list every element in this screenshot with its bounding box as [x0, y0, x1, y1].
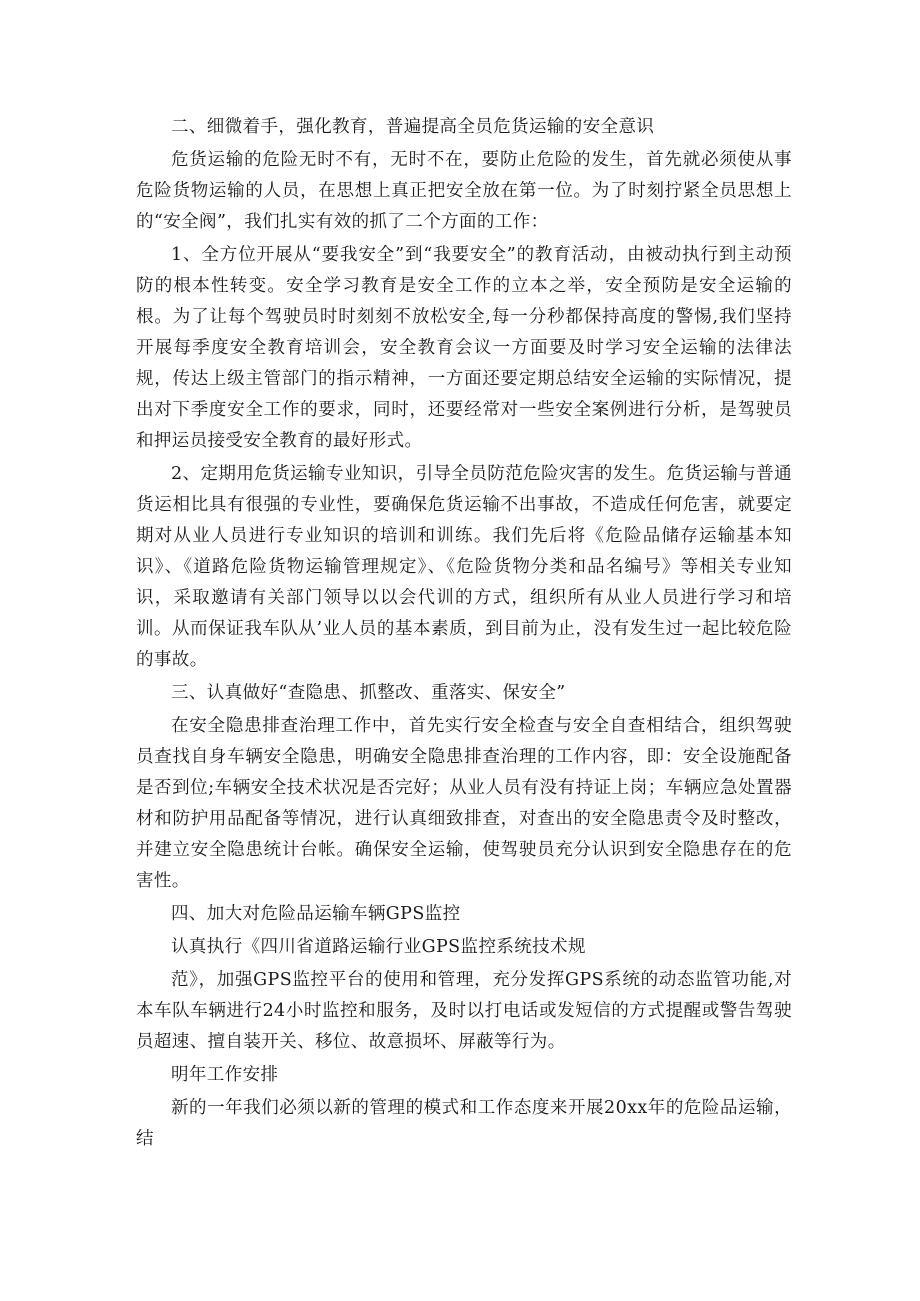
body-paragraph: 新的一年我们必须以新的管理的模式和工作态度来开展20xx年的危险品运输，结	[136, 1098, 792, 1149]
document-page	[136, 112, 792, 1155]
body-line: 认真执行《四川省道路运输行业GPS监控系统技术规	[171, 937, 586, 957]
body-paragraph: 1、全方位开展从“要我安全”到“我要安全”的教育活动，由被动执行到主动预防的根本性转变。安全学习教育是安全工作的立本之举，安全预防是安全运输的根。为了让每个驾驶员时时刻刻不放松安全,每一分秒都保持高度的警惕,我们坚持开展每季度安全教育培训会，安全教育会议一方面要及时学习安全运输的法律法规，传达上级主管部门的指示精神，一方面还要定期总结安全运输的实际情况，提出对下季度安全工作的要求，同时，还要经常对一些安全案例进行分析，是驾驶员和押运员接受安全教育的最好形式。	[136, 245, 792, 451]
section-heading-3: 三、认真做好“查隐患、抓整改、重落实、保安全”	[171, 683, 566, 703]
body-paragraph: 危货运输的危险无时不有，无时不在，要防止危险的发生，首先就必须使从事危险货物运输的人员，在思想上真正把安全放在第一位。为了时刻拧紧全员思想上的“安全阀”，我们扎实有效的抓了二个方面的工作：	[136, 150, 792, 232]
section-heading-4: 四、加大对危险品运输车辆GPS监控	[171, 904, 461, 924]
section-heading-5: 明年工作安排	[171, 1065, 279, 1085]
section-heading-2: 二、细微着手，强化教育，普遍提高全员危货运输的安全意识	[171, 117, 655, 137]
body-paragraph: 在安全隐患排查治理工作中，首先实行安全检查与安全自查相结合，组织驾驶员查找自身车辆安全隐患，明确安全隐患排查治理的工作内容，即：安全设施配备是否到位;车辆安全技术状况是否完好；从业人员有没有持证上岗；车辆应急处置器材和防护用品配备等情况，进行认真细致排查，对查出的安全隐患责令及时整改，并建立安全隐患统计台帐。确保安全运输，使驾驶员充分认识到安全隐患存在的危害性。	[136, 716, 792, 891]
body-paragraph: 2、定期用危货运输专业知识，引导全员防范危险灾害的发生。危货运输与普通货运相比具有很强的专业性，要确保危货运输不出事故，不造成任何危害，就要定期对从业人员进行专业知识的培训和训练。我们先后将《危险品储存运输基本知识》、《道路危险货物运输管理规定》、《危险货物分类和品名编号》等相关专业知识，采取邀请有关部门领导以以会代训的方式，组织所有从业人员进行学习和培训。从而保证我车队从’业人员的基本素质，到目前为止，没有发生过一起比较危险的事故。	[136, 464, 792, 670]
body-paragraph: 范》，加强GPS监控平台的使用和管理，充分发挥GPS系统的动态监管功能,对本车队车辆进行24小时监控和服务，及时以打电话或发短信的方式提醒或警告驾驶员超速、擅自装开关、移位、故意损坏、屏蔽等行为。	[136, 970, 792, 1052]
